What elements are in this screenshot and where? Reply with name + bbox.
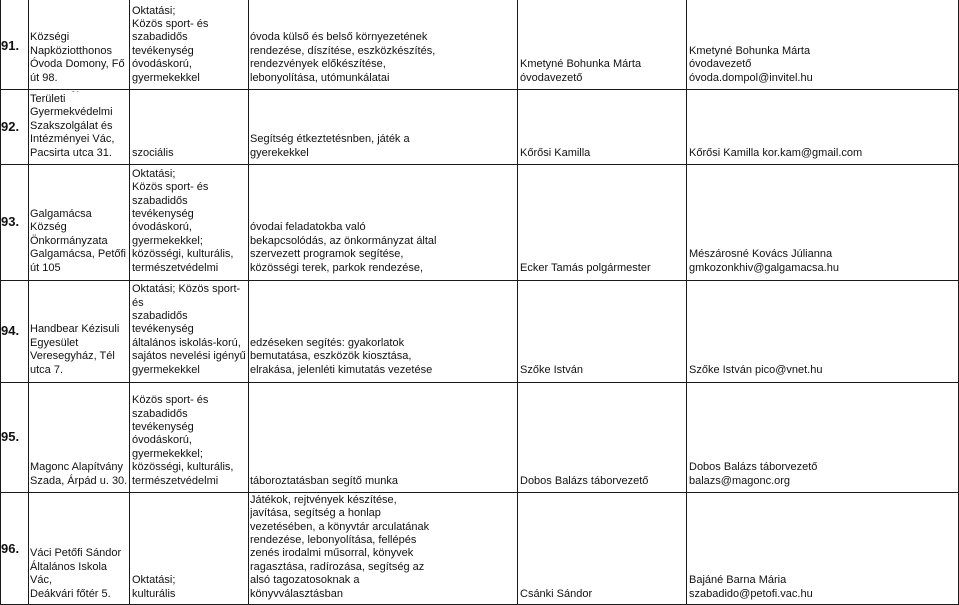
table-row [0,91,959,162]
table-row [0,282,959,379]
task-cell: edzéseken segítés: gyakorlatok bemutatása, eszközök kiosztása, elrakása, jelenléti kimutatás vezetése [250,336,433,376]
activity-area-cell: Oktatási; kulturális [132,574,176,600]
activity-area-cell: Oktatási; Közös sport- és szabadidős tevékenység általános iskolás-korú, sajátos nevelési igényű gyermekekkel [132,283,246,376]
table-row [0,166,959,277]
row-divider [0,280,959,281]
table-row [0,494,959,603]
email-contact-cell: Mészárosné Kovács Júlianna gmkozonkhiv@galgamacsa.hu [689,248,839,274]
contact-cell: Kőrősi Kamilla [520,146,591,159]
row-number: 93. [1,213,20,229]
organization-cell: Területi Gyermekvédelmi Szakszolgálat és Intézményei Vác, Pacsirta utca 31. [30,92,115,159]
task-cell: óvodai feladatokba való bekapcsolódás, az önkormányzat által szervezett programok segítése, közösségi terek, parkok rendezése, [250,221,437,274]
email-contact-cell: Kőrősi Kamilla kor.kam@gmail.com [689,146,863,159]
contact-cell: Szőke István [520,363,583,376]
contact-cell: Kmetyné Bohunka Márta óvodavezető [520,58,642,84]
organization-cell: Községi Napköziotthonos Óvoda Domony, Fő út 98. [30,31,125,84]
organization-cell: Galgamácsa Község Önkormányzata Galgamácsa, Petőfi út 105 [30,207,126,274]
row-divider [0,89,959,90]
row-number: 96. [1,540,20,556]
row-number: 92. [1,118,20,134]
task-cell: Segítség étkeztetésnben, játék a gyerekekkel [250,133,410,159]
organization-cell: Magonc Alapítvány Szada, Árpád u. 30. [30,461,128,487]
contact-cell: Ecker Tamás polgármester [520,261,651,274]
email-contact-cell: Szőke István pico@vnet.hu [689,363,823,376]
activity-area-cell: szociális [132,146,174,159]
table-row [0,384,959,490]
task-cell: Játékok, rejtvények készítése, javítása, segítség a honlap vezetésében, a könyvtár arculatának rendezése, lebonyolítása, fellépés zenés irodalmi műsorral, könyvek ragasztása, radírozása, segítség az alsó tagozatosoknak a könyvválasztásban [250,494,430,600]
table-row [0,4,959,87]
task-cell: táboroztatásban segítő munka [250,474,398,487]
row-number: 94. [1,322,20,338]
organization-cell: Handbear Kézisuli Egyesület Veresegyház, Tél utca 7. [30,323,120,376]
row-number: 91. [1,37,20,53]
email-contact-cell: Bajáné Barna Mária szabadido@petofi.vac.hu [689,574,813,600]
activity-area-cell: Oktatási; Közös sport- és szabadidős tevékenység óvodáskorú, gyermekekkel [132,4,209,84]
row-divider [0,382,959,383]
task-cell: óvoda külső és belső környezetének rendezése, díszítése, eszközkészítés, rendezvények előkészítése, lebonyolítása, utómunkálatai [250,31,436,84]
row-number: 95. [1,429,20,445]
row-divider [0,164,959,165]
row-divider [0,492,959,493]
contact-cell: Csánki Sándor [520,587,593,600]
organization-cell: Váci Petőfi Sándor Általános Iskola Vác, Deákvári főtér 5. [30,547,122,600]
activity-area-cell: Oktatási; Közös sport- és szabadidős tevékenység óvodáskorú, gyermekekkel; közösségi, kulturális, természetvédelmi [132,167,234,274]
email-contact-cell: Dobos Balázs táborvezető balazs@magonc.org [689,461,818,487]
email-contact-cell: Kmetyné Bohunka Márta óvodavezető óvoda.dompol@invitel.hu [689,44,813,84]
contact-cell: Dobos Balázs táborvezető [520,474,649,487]
activity-area-cell: Közös sport- és szabadidős tevékenység óvodáskorú, gyermekekkel; közösségi, kulturális, természetvédelmi [132,394,234,487]
